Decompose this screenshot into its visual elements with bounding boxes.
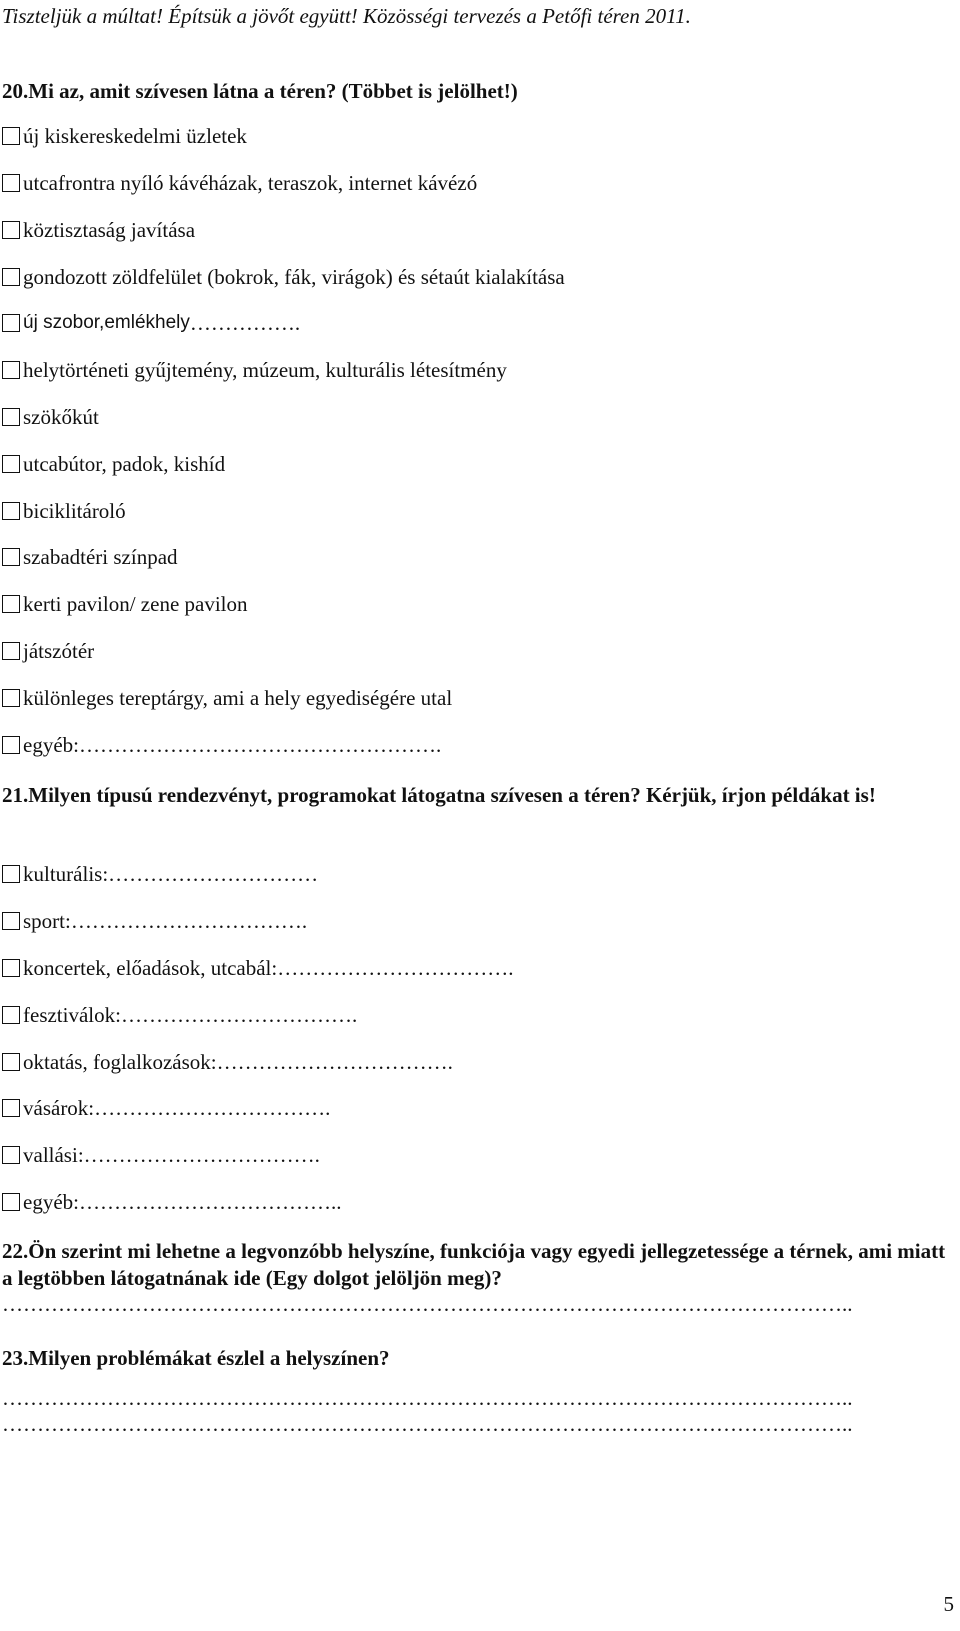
checkbox-icon[interactable] xyxy=(2,959,20,977)
checkbox-icon[interactable] xyxy=(2,1193,20,1211)
checkbox-option[interactable]: utcabútor, padok, kishíd xyxy=(2,452,225,476)
checkbox-icon[interactable] xyxy=(2,268,20,286)
checkbox-option[interactable]: fesztiválok:……………………………. xyxy=(2,1003,357,1027)
checkbox-icon[interactable] xyxy=(2,689,20,707)
question-22-title: 22.Ön szerint mi lehetne a legvonzóbb helyszíne, funkciója vagy egyedi jellegzetessége a térnek, ami miatt a legtöbben látogatnának ide (Egy dolgot jelöljön meg)? xyxy=(2,1239,946,1290)
checkbox-option[interactable]: oktatás, foglalkozások:……………………………. xyxy=(2,1050,453,1074)
checkbox-icon[interactable] xyxy=(2,408,20,426)
checkbox-icon[interactable] xyxy=(2,502,20,520)
checkbox-icon[interactable] xyxy=(2,174,20,192)
checkbox-option[interactable]: egyéb:……………………………………………. xyxy=(2,733,441,757)
page-header: Tiszteljük a múltat! Építsük a jövőt együtt! Közösségi tervezés a Petőfi téren 2011. xyxy=(2,4,691,28)
checkbox-icon[interactable] xyxy=(2,912,20,930)
checkbox-icon[interactable] xyxy=(2,221,20,239)
page-number: 5 xyxy=(943,1592,954,1616)
checkbox-icon[interactable] xyxy=(2,1146,20,1164)
checkbox-option[interactable]: szökőkút xyxy=(2,405,99,429)
checkbox-icon[interactable] xyxy=(2,595,20,613)
checkbox-option[interactable]: vásárok:……………………………. xyxy=(2,1096,330,1120)
checkbox-icon[interactable] xyxy=(2,642,20,660)
checkbox-icon[interactable] xyxy=(2,127,20,145)
checkbox-option[interactable]: új szobor,emlékhely ……………. xyxy=(2,311,300,335)
question-20-title: 20.Mi az, amit szívesen látna a téren? (Többet is jelölhet!) xyxy=(2,79,518,103)
checkbox-option[interactable]: utcafrontra nyíló kávéházak, teraszok, internet kávézó xyxy=(2,171,477,195)
question-23-title: 23.Milyen problémákat észlel a helyszínen? xyxy=(2,1346,390,1370)
checkbox-option[interactable]: kerti pavilon/ zene pavilon xyxy=(2,592,248,616)
checkbox-option[interactable]: gondozott zöldfelület (bokrok, fák, virágok) és sétaút kialakítása xyxy=(2,265,565,289)
checkbox-icon[interactable] xyxy=(2,736,20,754)
checkbox-icon[interactable] xyxy=(2,1099,20,1117)
checkbox-option[interactable]: köztisztaság javítása xyxy=(2,218,195,242)
checkbox-option[interactable]: új kiskereskedelmi üzletek xyxy=(2,124,247,148)
checkbox-option[interactable]: helytörténeti gyűjtemény, múzeum, kulturális létesítmény xyxy=(2,358,507,382)
question-21-title: 21.Milyen típusú rendezvényt, programokat látogatna szívesen a téren? Kérjük, írjon példákat is! xyxy=(2,783,876,807)
checkbox-icon[interactable] xyxy=(2,1006,20,1024)
checkbox-option[interactable]: játszótér xyxy=(2,639,94,663)
checkbox-option[interactable]: biciklitároló xyxy=(2,499,126,523)
checkbox-option[interactable]: egyéb:……………………………….. xyxy=(2,1190,341,1214)
checkbox-option[interactable]: szabadtéri színpad xyxy=(2,545,178,569)
checkbox-option[interactable]: koncertek, előadások, utcabál:……………………………. xyxy=(2,956,513,980)
checkbox-icon[interactable] xyxy=(2,865,20,883)
answer-line[interactable]: ………………………………………………………………………………………………………….. xyxy=(2,1412,853,1436)
checkbox-option[interactable]: kulturális:………………………… xyxy=(2,862,318,886)
checkbox-icon[interactable] xyxy=(2,455,20,473)
checkbox-icon[interactable] xyxy=(2,548,20,566)
checkbox-icon[interactable] xyxy=(2,1053,20,1071)
checkbox-option[interactable]: különleges tereptárgy, ami a hely egyediségére utal xyxy=(2,686,452,710)
answer-line[interactable]: ………………………………………………………………………………………………………….. xyxy=(2,1292,853,1316)
checkbox-icon[interactable] xyxy=(2,314,20,332)
answer-line[interactable]: ………………………………………………………………………………………………………….. xyxy=(2,1386,853,1410)
checkbox-option[interactable]: sport:……………………………. xyxy=(2,909,307,933)
checkbox-option[interactable]: vallási:……………………………. xyxy=(2,1143,320,1167)
checkbox-icon[interactable] xyxy=(2,361,20,379)
